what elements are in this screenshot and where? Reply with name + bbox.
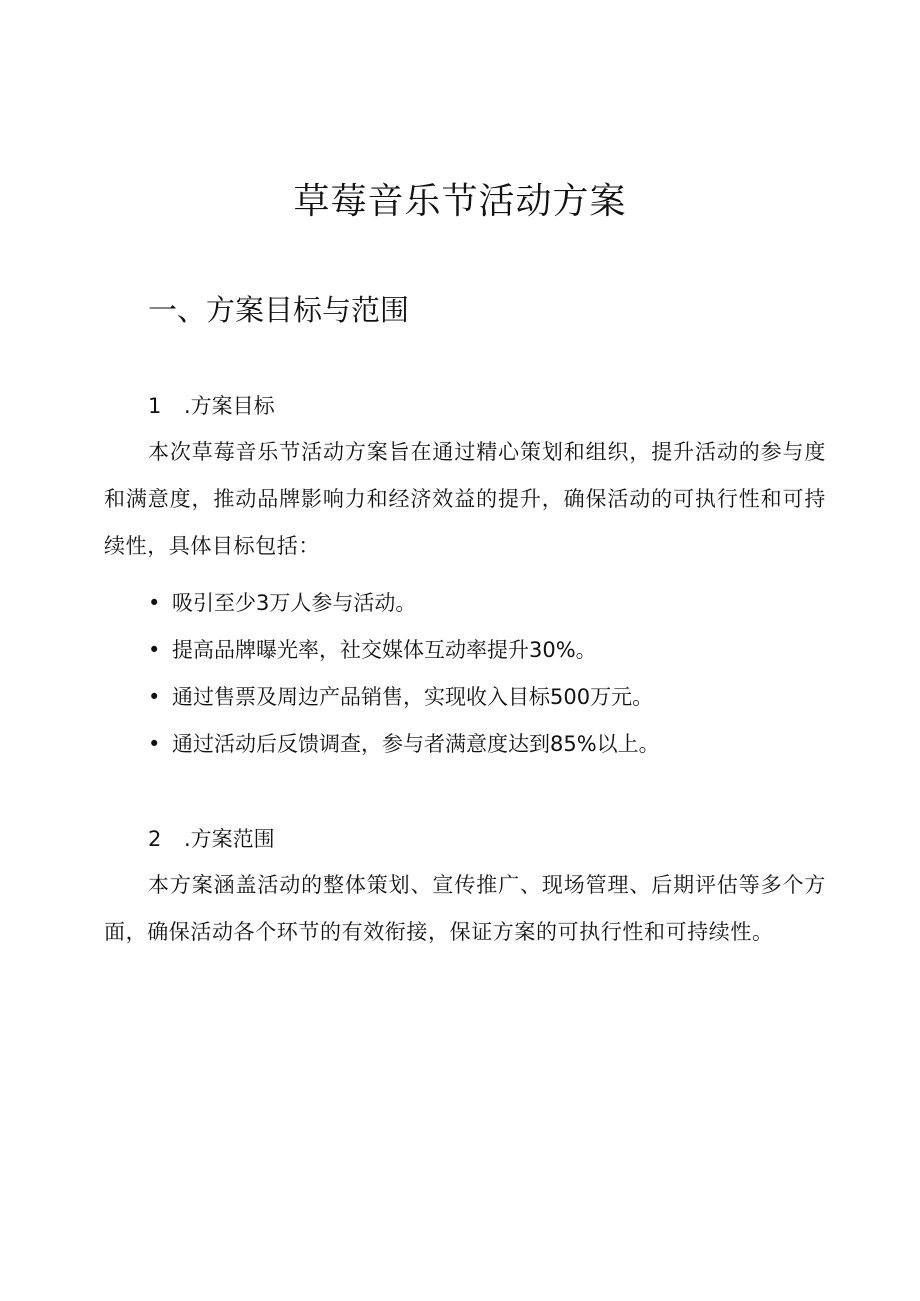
document-title: 草莓音乐节活动方案 xyxy=(293,181,627,222)
bullet-text: 提高品牌曝光率，社交媒体互动率提升30%。 xyxy=(172,638,597,662)
list-item xyxy=(148,674,660,721)
list-item xyxy=(148,721,660,768)
goal-subheading xyxy=(148,391,275,421)
bullet-text: 通过售票及周边产品销售，实现收入目标500万元。 xyxy=(172,685,654,709)
bullet-icon: • xyxy=(148,638,161,662)
goal-label: .方案目标 xyxy=(184,394,275,418)
bullet-icon: • xyxy=(148,685,161,709)
goal-intro-paragraph: 本次草莓音乐节活动方案旨在通过精心策划和组织，提升活动的参与度和满意度，推动品牌影响力和经济效益的提升，确保活动的可执行性和可持续性，具体目标包括： xyxy=(104,440,826,558)
section-heading: 一、方案目标与范围 xyxy=(148,293,410,327)
bullet-icon: • xyxy=(148,732,161,756)
bullet-icon: • xyxy=(148,591,161,615)
goal-number: 1 xyxy=(148,394,162,418)
scope-subheading xyxy=(148,824,275,854)
scope-label: .方案范围 xyxy=(184,827,275,851)
list-item xyxy=(148,627,660,674)
list-item xyxy=(148,580,660,627)
goal-bullet-list xyxy=(148,580,660,768)
scope-paragraph: 本方案涵盖活动的整体策划、宣传推广、现场管理、后期评估等多个方面，确保活动各个环节的有效衔接，保证方案的可执行性和可持续性。 xyxy=(104,873,826,944)
bullet-text: 吸引至少3万人参与活动。 xyxy=(172,591,417,615)
bullet-text: 通过活动后反馈调查，参与者满意度达到85%以上。 xyxy=(172,732,660,756)
scope-number: 2 xyxy=(148,827,162,851)
